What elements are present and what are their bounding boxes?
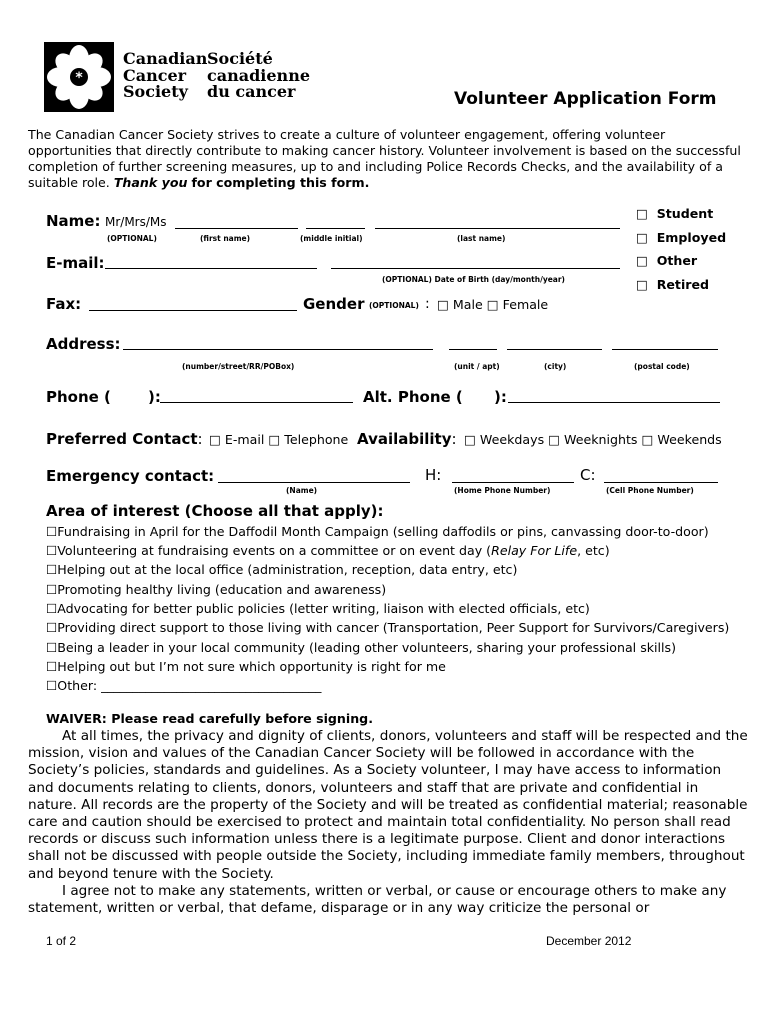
daffodil-logo xyxy=(44,42,114,112)
aoi-local-office[interactable]: ☐Helping out at the local office (administration, reception, data entry, etc) xyxy=(46,562,518,577)
preferred-contact-label-text: Preferred Contact xyxy=(46,430,198,448)
logo-text-en xyxy=(123,51,207,101)
unit-hint: (unit / apt) xyxy=(454,362,500,371)
phone-label: Phone ( xyxy=(46,388,111,406)
email-field[interactable] xyxy=(105,268,317,269)
name-label: Name: xyxy=(46,212,101,230)
logo-en-line-1: Canadian xyxy=(123,49,208,68)
alt-phone-close: ): xyxy=(494,388,507,406)
postal-code-hint: (postal code) xyxy=(634,362,690,371)
intro-paragraph xyxy=(28,127,748,191)
home-phone-field[interactable] xyxy=(452,482,574,483)
status-retired-option[interactable] xyxy=(636,277,709,292)
gender-optional-hint: (OPTIONAL) xyxy=(369,301,419,310)
alt-phone-label: Alt. Phone ( xyxy=(363,388,463,406)
svg-text:*: * xyxy=(75,70,83,86)
waiver-subtitle: Please read carefully before signing. xyxy=(111,711,373,726)
phone-field[interactable] xyxy=(160,402,353,403)
aoi-community-leader[interactable]: ☐Being a leader in your local community (leading other volunteers, sharing your professional skills) xyxy=(46,640,677,655)
aoi-fundraising-events-text: ☐Volunteering at fundraising events on a committee or on event day ( xyxy=(46,543,492,558)
first-name-hint: (first name) xyxy=(200,234,251,243)
cell-phone-hint: (Cell Phone Number) xyxy=(606,486,694,495)
checkbox-icon: □ xyxy=(636,277,648,292)
waiver-paragraph-1: At all times, the privacy and dignity of clients, donors, volunteers and staff will be respected and the mission, vision and values of the Canadian Cancer Society will be followed in accordance with the Society’s policies, standards and guidelines. As a Society volunteer, I may have access to information and documents relating to clients, donors, volunteers and staff that are private and confidential in nature. All records are the property of the Society and will be treated as confidential material; reasonable care and caution should be exercised to protect and maintain total confidentiality. No person shall read records or discuss such information unless there is a legitimate purpose. Client and donor interactions shall not be discussed with people outside the Society, including immediate family members, throughout and beyond tenure with the Society. xyxy=(28,728,748,882)
availability-label: Availability: xyxy=(357,430,457,448)
status-student-option[interactable] xyxy=(636,206,713,221)
aoi-relay-for-life: Relay For Life xyxy=(491,543,578,558)
logo-fr-line-2: canadienne xyxy=(207,65,310,85)
phone-close: ): xyxy=(148,388,161,406)
emergency-name-field[interactable] xyxy=(218,482,410,483)
intro-text: The Canadian Cancer Society strives to create a culture of volunteer engagement, offering volunteer opportunities that directly contribute to making cancer history. Volunteer involvement is based on the successful completion of further screening measures, up to and including Police Records Checks, and the availability of a suitable role. xyxy=(28,127,741,190)
status-other-option[interactable] xyxy=(636,253,697,268)
checkbox-icon: □ xyxy=(636,230,648,245)
first-name-field[interactable] xyxy=(175,228,298,229)
unit-field[interactable] xyxy=(449,349,497,350)
daffodil-icon xyxy=(44,42,114,112)
checkbox-icon: □ xyxy=(636,206,648,221)
preferred-contact-options[interactable]: □ E-mail □ Telephone xyxy=(209,432,349,447)
aoi-fundraising-daffodil[interactable]: ☐Fundraising in April for the Daffodil Month Campaign (selling daffodils or pins, canvassing door-to-door) xyxy=(46,524,709,539)
postal-code-field[interactable] xyxy=(612,349,718,350)
revision-date: December 2012 xyxy=(546,934,632,948)
logo-en-line-3: Society xyxy=(123,82,188,101)
home-phone-hint: (Home Phone Number) xyxy=(454,486,551,495)
aoi-not-sure[interactable]: ☐Helping out but I’m not sure which opportunity is right for me xyxy=(46,659,446,674)
gender-label: Gender xyxy=(303,295,365,313)
intro-closing: for completing this form. xyxy=(191,175,370,190)
status-other-label: Other xyxy=(656,253,698,268)
address-label: Address: xyxy=(46,335,121,353)
city-field[interactable] xyxy=(507,349,602,350)
emergency-name-hint: (Name) xyxy=(286,486,318,495)
waiver-title: WAIVER: xyxy=(46,711,107,726)
preferred-contact-label: Preferred Contact: xyxy=(46,430,203,448)
waiver-body xyxy=(28,728,748,917)
salutation-label: Mr/Mrs/Ms xyxy=(105,215,167,229)
availability-label-text: Availability xyxy=(357,430,452,448)
email-label: E-mail: xyxy=(46,254,105,272)
gender-options[interactable]: □ Male □ Female xyxy=(437,297,549,312)
status-retired-label: Retired xyxy=(656,277,710,292)
waiver-heading xyxy=(46,711,373,726)
aoi-direct-support[interactable]: ☐Providing direct support to those living with cancer (Transportation, Peer Support for Survivors/Caregivers) xyxy=(46,620,730,635)
aoi-other[interactable]: ☐Other: ___________________________________ xyxy=(46,678,322,693)
aoi-public-policies[interactable]: ☐Advocating for better public policies (letter writing, liaison with elected officials, etc) xyxy=(46,601,590,616)
middle-initial-field[interactable] xyxy=(306,228,365,229)
checkbox-icon: □ xyxy=(636,253,648,268)
alt-phone-field[interactable] xyxy=(508,402,720,403)
date-of-birth-hint: (OPTIONAL) Date of Birth (day/month/year) xyxy=(382,275,565,284)
street-hint: (number/street/RR/POBox) xyxy=(182,362,295,371)
gender-colon: : xyxy=(425,296,430,312)
page-number: 1 of 2 xyxy=(46,934,77,948)
area-of-interest-heading: Area of interest (Choose all that apply): xyxy=(46,502,384,520)
intro-thank-you: Thank you xyxy=(113,175,188,190)
status-employed-label: Employed xyxy=(656,230,727,245)
availability-options[interactable]: □ Weekdays □ Weeknights □ Weekends xyxy=(464,432,722,447)
waiver-paragraph-2: I agree not to make any statements, written or verbal, or cause or encourage others to make any statement, written or verbal, that defame, disparage or in any way criticize the personal or xyxy=(28,882,727,917)
aoi-relay-tail: , etc) xyxy=(577,543,610,558)
logo-text-fr xyxy=(207,51,310,101)
middle-initial-hint: (middle initial) xyxy=(300,234,363,243)
city-hint: (city) xyxy=(544,362,567,371)
last-name-hint: (last name) xyxy=(457,234,506,243)
status-student-label: Student xyxy=(656,206,714,221)
emergency-contact-label: Emergency contact: xyxy=(46,467,215,485)
form-title: Volunteer Application Form xyxy=(454,89,717,109)
last-name-field[interactable] xyxy=(375,228,620,229)
logo-en-line-2: Cancer xyxy=(123,65,187,85)
home-phone-label: H: xyxy=(425,466,442,484)
date-of-birth-field[interactable] xyxy=(331,268,620,269)
cell-phone-label: C: xyxy=(580,466,596,484)
street-field[interactable] xyxy=(123,349,433,350)
aoi-healthy-living[interactable]: ☐Promoting healthy living (education and awareness) xyxy=(46,582,387,597)
salutation-optional-hint: (OPTIONAL) xyxy=(107,234,157,243)
logo-fr-line-1: Société xyxy=(207,49,273,68)
status-employed-option[interactable] xyxy=(636,230,726,245)
aoi-fundraising-events[interactable] xyxy=(46,543,610,558)
logo-fr-line-3: du cancer xyxy=(207,82,296,101)
fax-field[interactable] xyxy=(89,310,297,311)
cell-phone-field[interactable] xyxy=(604,482,718,483)
fax-label: Fax: xyxy=(46,295,82,313)
